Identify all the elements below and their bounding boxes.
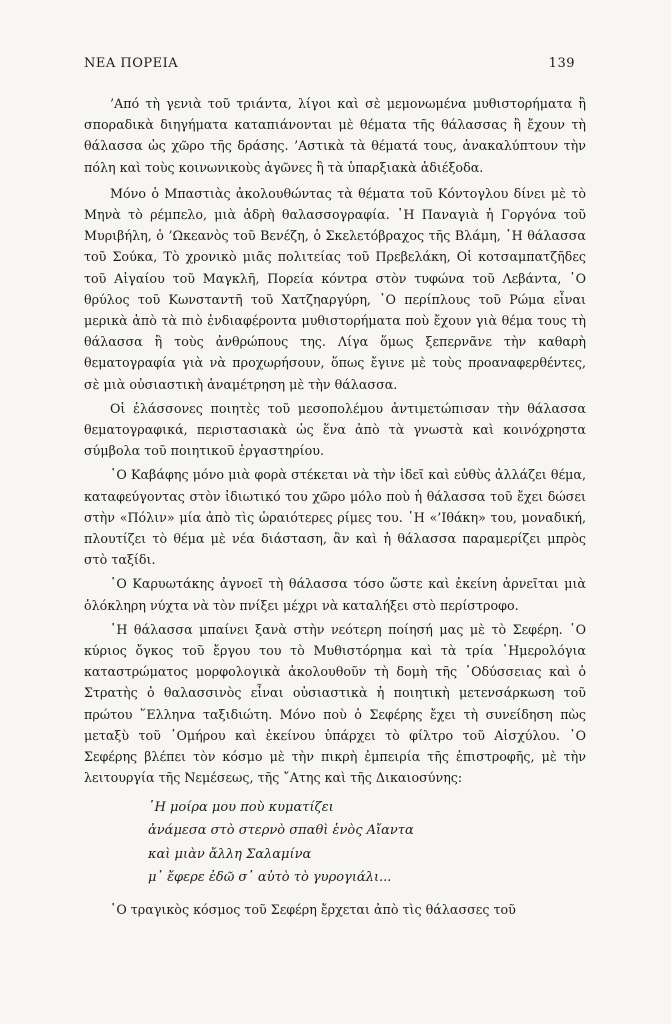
- verse-line: ἀνάμεσα στὸ στερνὸ σπαθὶ ἑνὸς Αἴαντα: [148, 823, 414, 838]
- paragraph: ῾Ο Καρυωτάκης ἀγνοεῖ τὴ θάλασσα τόσο ὥστε καὶ ἐκείνη ἀρνεῖται μιὰ ὁλόκληρη νύχτα νὰ τὸν πνίξει μέχρι νὰ καταλήξει στὸ περίστροφο.: [84, 576, 586, 613]
- poem-quote: [148, 796, 586, 890]
- paragraph-continued: ῾Ο τραγικὸς κόσμος τοῦ Σεφέρη ἔρχεται ἀπὸ τὶς θάλασσες τοῦ: [110, 901, 516, 917]
- verse-line: μ᾿ ἔφερε ἐδῶ σ᾿ αὐτὸ τὸ γυρογιάλι...: [148, 870, 392, 885]
- verse-line: ῾Η μοίρα μου ποὺ κυματίζει: [148, 799, 334, 815]
- verse-line: καὶ μιὰν ἄλλη Σαλαμίνα: [148, 846, 312, 862]
- paragraph: ’Από τὴ γενιὰ τοῦ τριάντα, λίγοι καὶ σὲ μεμονωμένα μυθιστορήματα ἢ σποραδικὰ διηγήματα καταπιάνονται μὲ θέματα τῆς θάλασσας ἢ ἔχουν τὴ θάλασσα ὡς χῶρο τῆς δράσης. ’Αστικὰ τὰ θέματά τους, ἀνακαλύπτουν τὴν πόλη καὶ τοὺς κοινωνικοὺς ἀγῶνες ἢ τὰ ὑπαρξιακὰ ἀδιέξοδα.: [84, 96, 586, 175]
- paragraph: Μόνο ὁ Μπαστιὰς ἀκολουθώντας τὰ θέματα τοῦ Κόντογλου δίνει μὲ τὸ Μηνὰ τὸ ρέμπελο, μιὰ ἁδρὴ θαλασσογραφία. ῾Η Παναγιὰ ἡ Γοργόνα τοῦ Μυριβήλη, ὁ ’Ωκεανὸς τοῦ Βενέζη, ὁ Σκελετόβραχος τῆς Βλάμη, ῾Η θάλασσα τοῦ Σούκα, Τὸ χρονικὸ μιᾶς πολιτείας τοῦ Πρεβελάκη, Οἱ κοτσαμπατζῆδες τοῦ Αἰγαίου τοῦ Μαγκλῆ, Πορεία κόντρα στὸν τυφώνα τοῦ Λεβάντα, ῾Ο θρύλος τοῦ Κωνσταντῆ τοῦ Χατζηαργύρη, ῾Ο περίπλους τοῦ Ρώμα εἶναι μερικὰ ἀπὸ τὰ πιὸ ἐνδιαφέροντα μυθιστορήματα ποὺ ἔχουν γιὰ θέμα τους τὴ θάλασσα ἢ τοὺς ἀνθρώπους της. Λίγα ὅμως ξεπερνᾶνε τὴν καθαρὴ θεματογραφία γιὰ νὰ προχωρήσουν, ὅπως ἔγινε μὲ τοὺς προαναφερθέντες, σὲ μιὰ οὐσιαστικὴ ἀναμέτρηση μὲ τὴν θάλασσα.: [84, 185, 586, 392]
- journal-title: ΝΕΑ ΠΟΡΕΙΑ: [84, 56, 179, 71]
- page-number: 139: [548, 56, 575, 71]
- running-header: [84, 56, 575, 71]
- paragraph: ῾Ο Καβάφης μόνο μιὰ φορὰ στέκεται νὰ τὴν ἰδεῖ καὶ εὐθὺς ἀλλάζει θέμα, καταφεύγοντας στὸν ἰδιωτικό του χῶρο μόλο ποὺ ἡ θάλασσα τοῦ ἔχει δώσει στὴν «Πόλιν» μία ἀπὸ τὶς ὡραιότερες ρίμες του. ῾Η «’Ιθάκη» του, μοναδική, πλουτίζει τὸ θέμα μὲ νέα διάσταση, ἂν καὶ ἡ θάλασσα παραμερίζει μπρὸς στὸ ταξίδι.: [84, 467, 586, 568]
- main-text: [84, 93, 586, 923]
- paragraph: Οἱ ἐλάσσονες ποιητὲς τοῦ μεσοπολέμου ἀντιμετώπισαν τὴν θάλασσα θεματογραφικά, περιστασιακὰ ὡς ἕνα ἀπὸ τὰ γνωστὰ καὶ κοινόχρηστα σύμβολα τοῦ ποιητικοῦ ἐργαστηρίου.: [84, 400, 586, 459]
- paragraph: ῾Η θάλασσα μπαίνει ξανὰ στὴν νεότερη ποίησή μας μὲ τὸ Σεφέρη. ῾Ο κύριος ὄγκος τοῦ ἔργου του τὸ Μυθιστόρημα καὶ τὰ τρία ῾Ημερολόγια καταστρώματος μορφολογικὰ ἀκολουθοῦν τὴ δομὴ τῆς ᾿Οδύσσειας καὶ ὁ Στρατὴς ὁ θαλασσινὸς εἶναι οὐσιαστικὰ ἡ ποιητικὴ μετενσάρκωση τοῦ πρώτου ῞Ελληνα ταξιδιώτη. Μόνο ποὺ ὁ Σεφέρης ἔχει τὴ συνείδηση πὼς μεταξὺ τοῦ ῾Ομήρου καὶ ἐκείνου ὑπάρχει τὸ φίλτρο τοῦ Αἰσχύλου. ῾Ο Σεφέρης βλέπει τὸν κόσμο μὲ τὴν πικρὴ ἐμπειρία τῆς ἐπιστροφῆς, μὲ τὴν λειτουργία τῆς Νεμέσεως, τῆς ῎Ατης καὶ τῆς Δικαιοσύνης:: [84, 621, 586, 786]
